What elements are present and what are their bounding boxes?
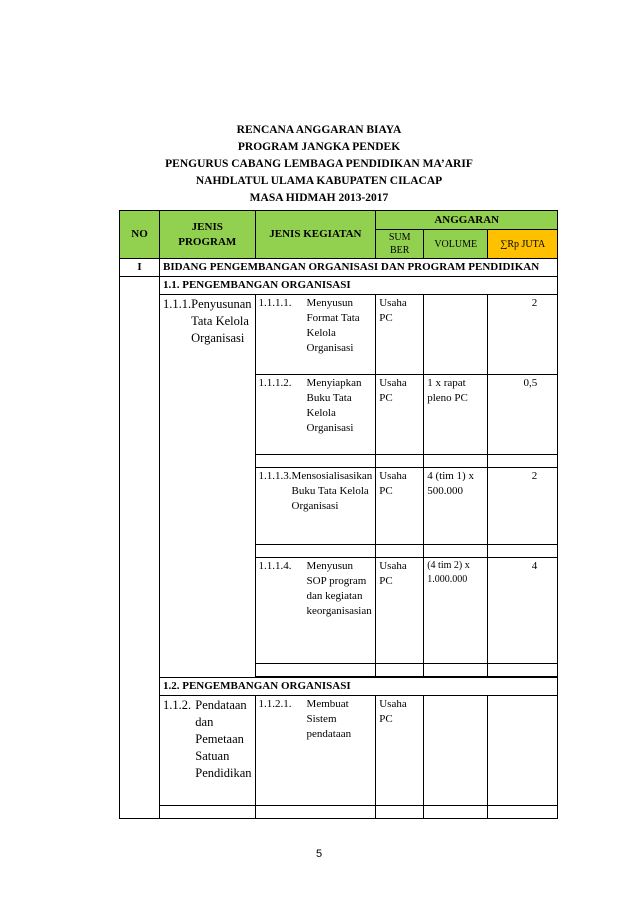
program-2 xyxy=(160,696,256,806)
spacer-cell xyxy=(488,455,558,468)
activity-rp: 2 xyxy=(488,295,558,375)
spacer-cell xyxy=(488,806,558,819)
title-line-4: NAHDLATUL ULAMA KABUPATEN CILACAP xyxy=(195,175,443,187)
activity-sumber: Usaha PC xyxy=(376,696,424,806)
spacer-cell xyxy=(255,545,376,558)
program-1 xyxy=(160,295,256,678)
header-sumber: SUM BER xyxy=(376,230,424,259)
activity-code: 1.1.2.1. xyxy=(258,698,292,710)
spacer-cell xyxy=(376,545,424,558)
program-2-code: 1.1.2. xyxy=(163,698,192,712)
activity-1-2-layout xyxy=(259,376,364,436)
header-volume: VOLUME xyxy=(424,230,488,259)
budget-table xyxy=(119,210,558,819)
program-1-name: Penyusunan Tata Kelola Organisasi xyxy=(191,297,252,345)
spacer-cell xyxy=(255,664,376,677)
section-title: BIDANG PENGEMBANGAN ORGANISASI DAN PROGRAM PENDIDIKAN xyxy=(160,259,558,277)
activity-1-4 xyxy=(255,558,376,664)
activity-1-1-layout xyxy=(259,296,364,356)
activity-volume: (4 tim 2) x 1.000.000 xyxy=(424,558,488,664)
activity-1-2 xyxy=(255,375,376,455)
subsection-2-title: 1.2. PENGEMBANGAN ORGANISASI xyxy=(160,678,558,696)
activity-2-1 xyxy=(255,696,376,806)
spacer-cell xyxy=(255,455,376,468)
activity-sumber: Usaha PC xyxy=(376,558,424,664)
title-line-5: MASA HIDMAH 2013-2017 xyxy=(249,192,389,204)
activity-name: Menyusun Format Tata Kelola Organisasi xyxy=(306,297,360,354)
program-2-name: Pendataan dan Pemetaan Satuan Pendidikan xyxy=(195,698,252,780)
title-line-2: PROGRAM JANGKA PENDEK xyxy=(237,141,401,153)
page-number: 5 xyxy=(315,848,323,860)
activity-code: 1.1.1.2. xyxy=(258,377,292,389)
spacer-cell xyxy=(424,806,488,819)
spacer-cell xyxy=(255,806,376,819)
activity-sumber: Usaha PC xyxy=(376,295,424,375)
activity-name: Menyusun SOP program dan kegiatan keorganisasian xyxy=(306,560,372,617)
activity-volume xyxy=(424,696,488,806)
activity-1-3-layout xyxy=(259,469,373,514)
activity-sumber: Usaha PC xyxy=(376,468,424,545)
activity-volume: 1 x rapat pleno PC xyxy=(424,375,488,455)
program-2-layout xyxy=(163,697,252,782)
activity-code: 1.1.1.1. xyxy=(258,297,292,309)
spacer-cell xyxy=(160,806,256,819)
activity-volume xyxy=(424,295,488,375)
activity-code: 1.1.1.4. xyxy=(258,560,292,572)
spacer-cell xyxy=(376,806,424,819)
header-anggaran: ANGGARAN xyxy=(376,211,558,230)
activity-name: Membuat Sistem pendataan xyxy=(306,698,352,740)
program-1-code: 1.1.1. xyxy=(163,297,192,311)
header-jenis-program: JENIS PROGRAM xyxy=(160,211,256,259)
title-line-3: PENGURUS CABANG LEMBAGA PENDIDIKAN MA’ARIF xyxy=(165,158,473,170)
subsection-1-title: 1.1. PENGEMBANGAN ORGANISASI xyxy=(160,277,558,295)
activity-1-4-layout xyxy=(259,559,372,619)
activity-volume: 4 (tim 1) x 500.000 xyxy=(424,468,488,545)
spacer-cell xyxy=(424,455,488,468)
activity-2-1-layout xyxy=(259,697,364,742)
spacer-cell xyxy=(424,664,488,677)
spacer-cell xyxy=(424,545,488,558)
header-jenis-kegiatan: JENIS KEGIATAN xyxy=(255,211,376,259)
activity-rp: 0,5 xyxy=(488,375,558,455)
program-1-layout xyxy=(163,296,252,347)
activity-rp: 2 xyxy=(488,468,558,545)
spacer-cell xyxy=(488,664,558,677)
activity-1-1 xyxy=(255,295,376,375)
no-column-blank xyxy=(120,277,160,819)
spacer-cell xyxy=(488,545,558,558)
header-rp-juta: ∑Rp JUTA xyxy=(488,230,558,259)
activity-rp: 4 xyxy=(488,558,558,664)
activity-sumber: Usaha PC xyxy=(376,375,424,455)
activity-rp xyxy=(488,696,558,806)
activity-name: Menyiapkan Buku Tata Kelola Organisasi xyxy=(306,377,362,434)
document-title xyxy=(0,122,638,207)
title-line-1: RENCANA ANGGARAN BIAYA xyxy=(236,124,402,136)
activity-1-3 xyxy=(255,468,376,545)
spacer-cell xyxy=(376,455,424,468)
header-no: NO xyxy=(120,211,160,259)
section-no: I xyxy=(120,259,160,277)
activity-name: Mensosialisasikan Buku Tata Kelola Organisasi xyxy=(291,470,373,512)
activity-code: 1.1.1.3. xyxy=(258,470,292,482)
spacer-cell xyxy=(376,664,424,677)
